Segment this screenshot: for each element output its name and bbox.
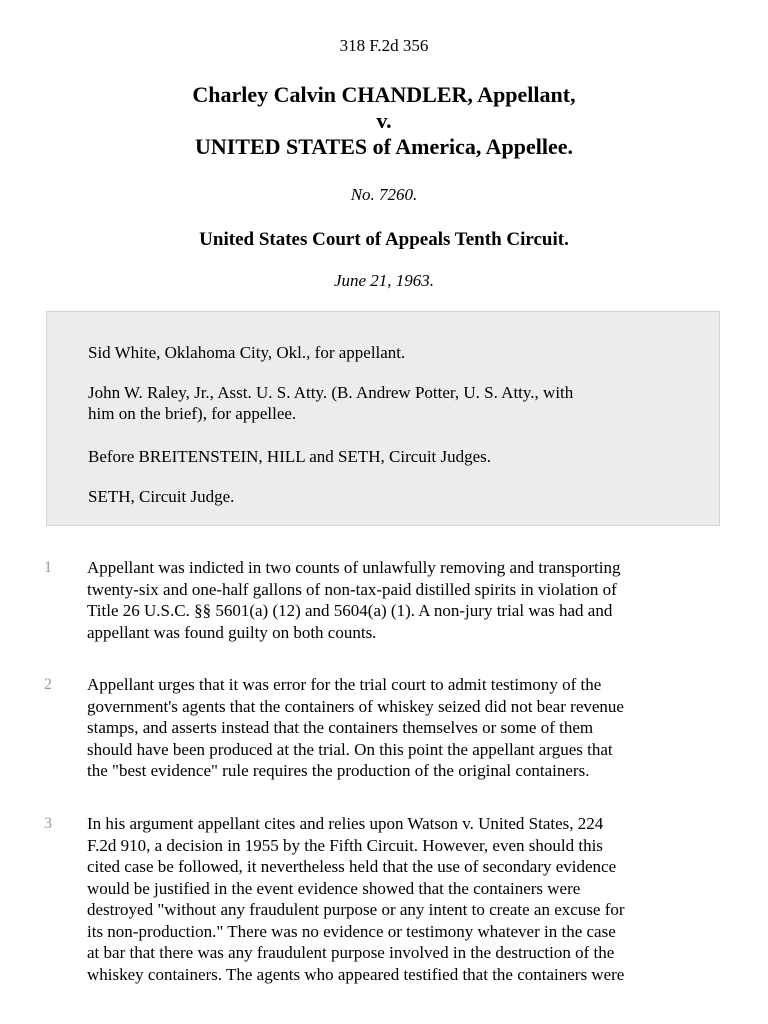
text-line: stamps, and asserts instead that the containers themselves or some of them	[87, 718, 594, 737]
opinion-author: SETH, Circuit Judge.	[88, 487, 235, 506]
text-line: twenty-six and one-half gallons of non-tax-paid distilled spirits in violation of	[87, 579, 617, 599]
paragraph-number: 3	[44, 815, 52, 832]
appellant-counsel: Sid White, Oklahoma City, Okl., for appellant.	[88, 343, 406, 362]
paragraph-text	[87, 813, 727, 985]
text-line: government's agents that the containers of whiskey seized did not bear revenue	[87, 696, 624, 716]
text-line: Title 26 U.S.C. §§ 5601(a) (12) and 5604(a) (1). A non-jury trial was had and	[87, 601, 613, 620]
text-line: destroyed "without any fraudulent purpose or any intent to create an excuse for	[87, 900, 625, 919]
text-line: the "best evidence" rule requires the production of the original containers.	[87, 761, 590, 780]
paragraph-number: 2	[44, 676, 52, 693]
text-line: would be justified in the event evidence showed that the containers were	[87, 878, 581, 898]
appellee-name: UNITED STATES of America, Appellee.	[194, 134, 574, 159]
text-line: In his argument appellant cites and relies upon Watson v. United States, 224	[87, 814, 604, 833]
judges-panel: Before BREITENSTEIN, HILL and SETH, Circuit Judges.	[88, 447, 492, 466]
docket-number: No. 7260.	[350, 185, 418, 204]
citation: 318 F.2d 356	[339, 36, 429, 55]
versus: v.	[376, 108, 392, 133]
text-line: cited case be followed, it nevertheless held that the use of secondary evidence	[87, 857, 617, 876]
text-line: at bar that there was any fraudulent purpose involved in the destruction of the	[87, 943, 615, 962]
decision-date: June 21, 1963.	[333, 271, 435, 290]
paragraph-text	[87, 674, 727, 782]
paragraph-number: 1	[44, 559, 52, 576]
text-line: whiskey containers. The agents who appeared testified that the containers were	[87, 964, 625, 984]
text-line: Appellant was indicted in two counts of unlawfully removing and transporting	[87, 558, 621, 577]
text-line: its non-production." There was no evidence or testimony whatever in the case	[87, 921, 616, 941]
appellee-counsel-line: John W. Raley, Jr., Asst. U. S. Atty. (B. Andrew Potter, U. S. Atty., with	[88, 383, 574, 402]
appellee-counsel	[88, 382, 688, 424]
appellee-counsel-line: him on the brief), for appellee.	[88, 404, 297, 423]
court-name: United States Court of Appeals Tenth Circuit.	[199, 229, 569, 250]
paragraph-text	[87, 557, 727, 643]
text-line: F.2d 910, a decision in 1955 by the Fifth Circuit. However, even should this	[87, 835, 603, 855]
text-line: appellant was found guilty on both counts.	[87, 622, 377, 642]
text-line: Appellant urges that it was error for the trial court to admit testimony of the	[87, 675, 602, 694]
case-title	[0, 82, 768, 160]
appellant-name: Charley Calvin CHANDLER, Appellant,	[192, 82, 576, 107]
text-line: should have been produced at the trial. On this point the appellant argues that	[87, 739, 613, 759]
counsel-panel	[46, 311, 720, 526]
